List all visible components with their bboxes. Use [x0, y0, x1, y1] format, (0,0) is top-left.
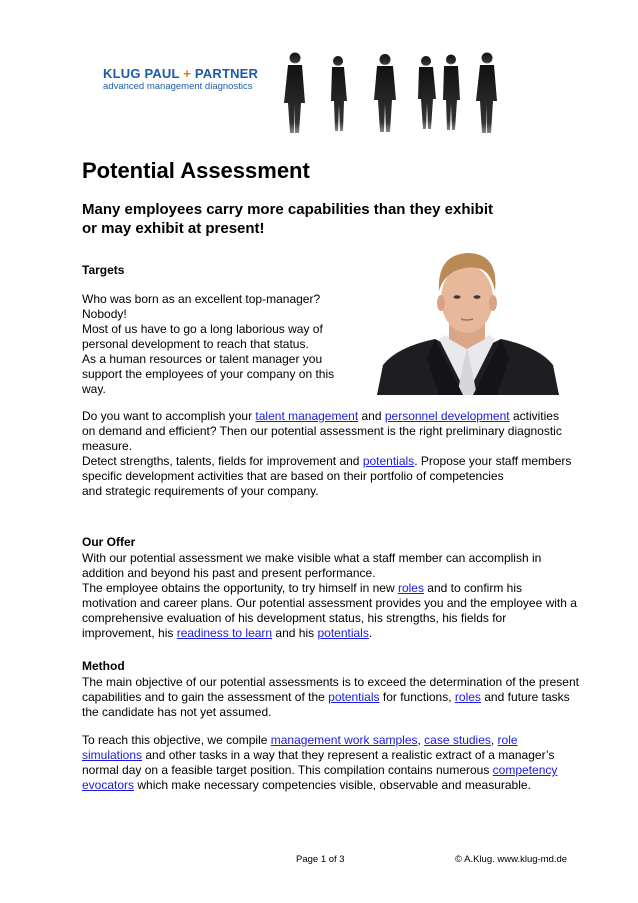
text-span: and other tasks in a way that they represent a realistic extract of a manager’s: [142, 748, 555, 762]
subtitle-line: or may exhibit at present!: [82, 220, 265, 237]
text-line: The main objective of our potential assessments is to exceed the determination of the present: [82, 675, 579, 689]
text-line: [82, 763, 582, 778]
text-line: [82, 409, 582, 424]
text-span: and his: [272, 626, 318, 640]
text-line: specific development activities that are based on their portfolio of competencies: [82, 469, 504, 483]
text-line: measure.: [82, 439, 133, 453]
text-span: The employee obtains the opportunity, to try himself in new: [82, 581, 398, 595]
text-span: which make necessary competencies visible, observable and measurable.: [134, 778, 531, 792]
text-line: way.: [82, 382, 106, 396]
text-line: comprehensive evaluation of his development status, his strengths, his fields for: [82, 611, 507, 625]
logo-brand-right: PARTNER: [194, 66, 259, 81]
text-line: Most of us have to go a long laborious way of: [82, 322, 323, 336]
page-subtitle: [82, 200, 522, 238]
text-line: [82, 733, 582, 748]
text-span: and: [358, 409, 385, 423]
text-line: motivation and career plans. Our potential assessment provides you and the employee with a: [82, 596, 577, 610]
offer-heading: Our Offer: [82, 535, 136, 549]
text-span: Do you want to accomplish your: [82, 409, 256, 423]
text-line: support the employees of your company on this: [82, 367, 335, 381]
text-line: [82, 454, 582, 469]
logo-brand-left: KLUG PAUL: [103, 66, 180, 81]
page-title: Potential Assessment: [82, 158, 310, 183]
text-line: Who was born as an excellent top-manager?: [82, 292, 321, 306]
text-line: [82, 748, 582, 763]
footer-copyright: © A.Klug. www.klug-md.de: [455, 854, 568, 865]
text-span: .: [368, 626, 373, 640]
targets-text: [82, 292, 362, 397]
text-line: [82, 581, 582, 596]
method-heading: Method: [82, 659, 125, 673]
company-logo: [103, 66, 258, 81]
logo-tagline: advanced management diagnostics: [103, 81, 253, 92]
link-role-simulations[interactable]: simulations: [82, 748, 143, 762]
page-number: Page 1 of 3: [296, 854, 345, 865]
text-span: and future tasks: [480, 690, 570, 704]
text-span: . Propose your staff members: [414, 454, 572, 468]
link-competency-evocators[interactable]: competency: [492, 763, 558, 777]
text-span: To reach this objective, we compile: [82, 733, 271, 747]
link-competency-evocators[interactable]: evocators: [82, 778, 135, 792]
intro-paragraph: [82, 409, 582, 499]
offer-paragraph: [82, 551, 582, 641]
link-readiness-to-learn[interactable]: readiness to learn: [176, 626, 273, 640]
text-line: personal development to reach that status.: [82, 337, 309, 351]
text-span: Detect strengths, talents, fields for improvement and: [82, 454, 363, 468]
text-line: [82, 626, 582, 641]
text-line: With our potential assessment we make visible what a staff member can accomplish in: [82, 551, 542, 565]
text-span: ,: [490, 733, 498, 747]
targets-heading: Targets: [82, 263, 125, 277]
text-line: and strategic requirements of your company.: [82, 484, 319, 498]
link-case-studies[interactable]: case studies: [424, 733, 491, 747]
text-span: and to confirm his: [423, 581, 523, 595]
text-line: the candidate has not yet assumed.: [82, 705, 272, 719]
link-roles[interactable]: roles: [454, 690, 481, 704]
method-paragraph-1: [82, 675, 582, 720]
text-span: for functions,: [379, 690, 455, 704]
text-line: addition and beyond his past and present performance.: [82, 566, 376, 580]
text-span: ,: [417, 733, 425, 747]
link-potentials[interactable]: potentials: [317, 626, 369, 640]
text-line: As a human resources or talent manager you: [82, 352, 323, 366]
text-span: capabilities and to gain the assessment of the: [82, 690, 329, 704]
link-talent-management[interactable]: talent management: [255, 409, 359, 423]
link-potentials[interactable]: potentials: [362, 454, 415, 468]
text-line: [82, 690, 582, 705]
text-line: on demand and efficient? Then our potential assessment is the right preliminary diagnostic: [82, 424, 562, 438]
text-line: Nobody!: [82, 307, 127, 321]
people-silhouettes-image: [268, 50, 520, 142]
text-line: [82, 778, 582, 793]
link-potentials[interactable]: potentials: [328, 690, 380, 704]
link-personnel-development[interactable]: personnel development: [384, 409, 510, 423]
text-span: improvement, his: [82, 626, 177, 640]
text-span: normal day on a feasible target position. This compilation contains numerous: [82, 763, 493, 777]
link-roles[interactable]: roles: [397, 581, 424, 595]
link-role-simulations[interactable]: role: [497, 733, 518, 747]
businessman-portrait-image: [377, 247, 559, 395]
link-management-work-samples[interactable]: management work samples: [270, 733, 418, 747]
text-span: activities: [509, 409, 559, 423]
logo-plus: +: [183, 66, 192, 81]
method-paragraph-2: [82, 733, 582, 793]
subtitle-line: Many employees carry more capabilities than they exhibit: [82, 201, 493, 218]
